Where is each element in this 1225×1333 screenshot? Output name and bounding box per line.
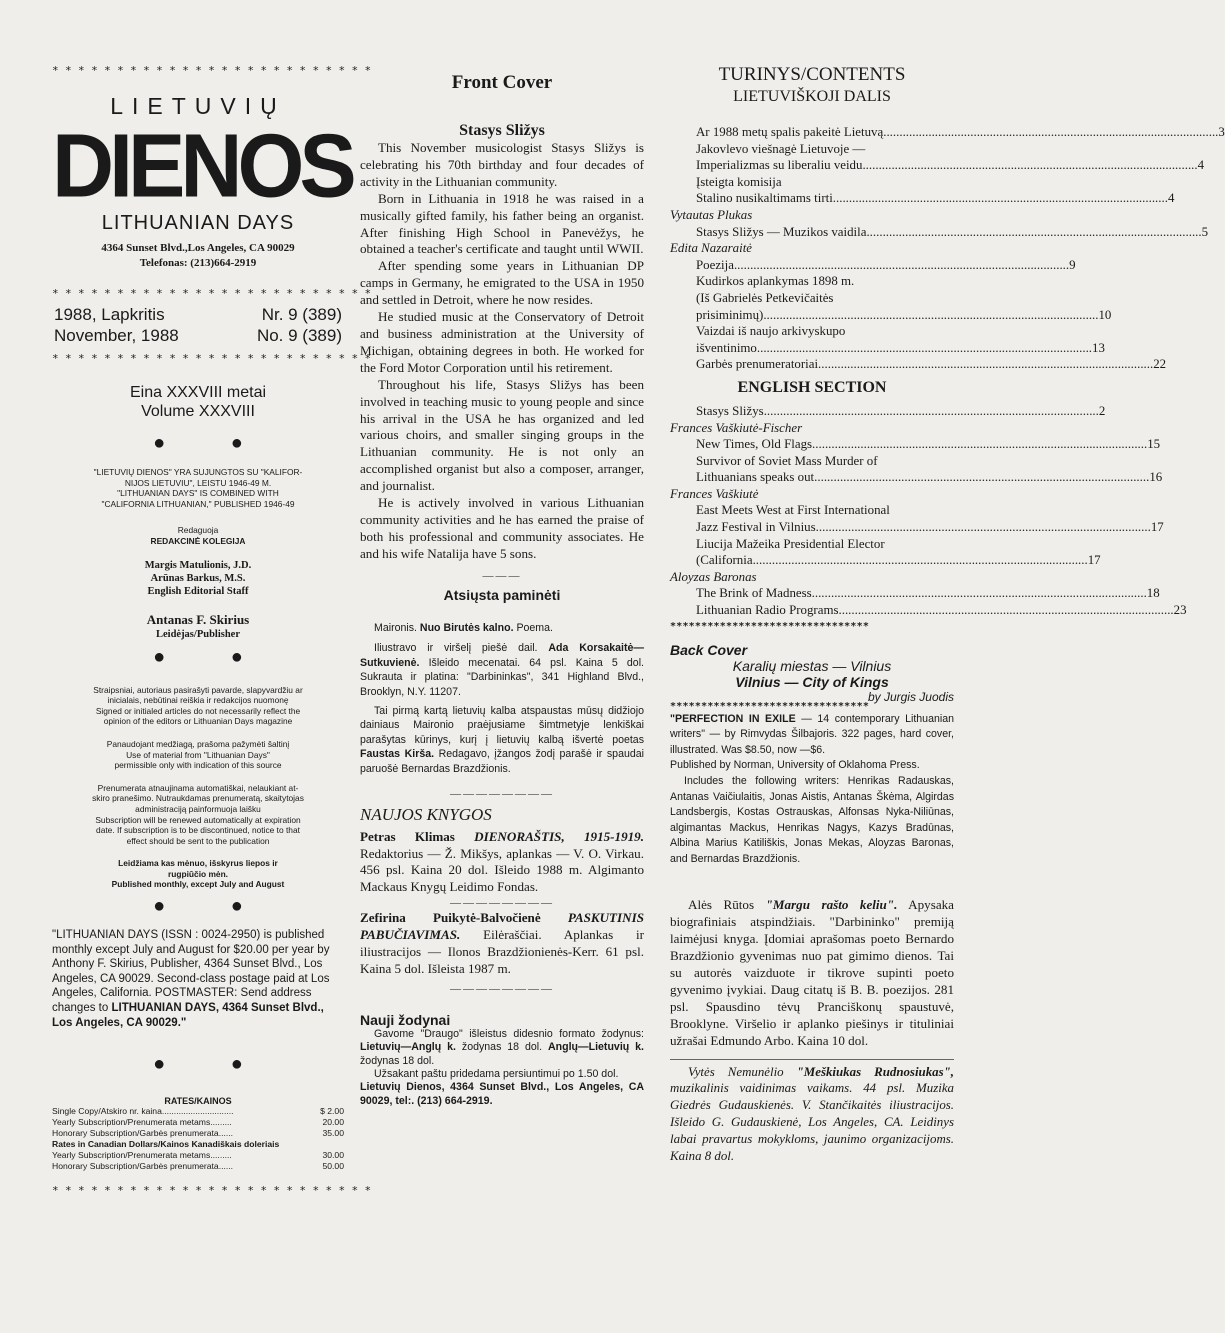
article-paragraph: He is actively involved in various Lithuanian community activities and he has earned the praise of both his professional and community associates. He and his wife Natalija have 5 sons. [360,495,644,561]
divider: ———————— [450,787,554,800]
en-section-title: ENGLISH SECTION [737,378,887,396]
lt-section-title: LIETUVIŠKOJI DALIS [733,88,891,105]
toc-leader-dots [734,257,1069,274]
article-paragraph: Throughout his life, Stasys Sližys has been involved in teaching music to young people and since his arrival in the USA he has organized and led various choirs, and smaller singing groups in the Lithuanian community. He is not only an accomplished organist but also a composer, arranger, and journalist. [360,376,644,494]
rate-row: Honorary Subscription/Garbės prenumerata...... 35.00 [52,1128,344,1139]
dictionary-shipping: Užsakant paštu pridedama persiuntimui po 1.50 dol. [374,1068,619,1081]
section-heading-atsiusta: Atsiųsta paminėti [443,586,561,603]
toc-author: Frances Vaškiutė [670,486,759,501]
toc-entry-continued: Įsteigta komisija [696,174,782,189]
star-divider: ************************* [52,352,378,365]
usage-notice: Panaudojant medžiagą, prašoma pažymėti šaltinį Use of material from "Lithuanian Days" permissible only with indication of this source [106,738,290,771]
toc-leader-dots [839,602,1174,619]
dictionary-contact: Lietuvių Dienos, 4364 Sunset Blvd., Los Angeles, CA 90029, tel:. (213) 664-2919. [360,1081,644,1107]
contents-column [670,0,1225,1165]
back-cover-block: Back Cover Karalių miestas — Vilnius Vilnius — City of Kings by Jurgis Juodis [670,641,954,704]
perfection-entry: "PERFECTION IN EXILE — 14 contemporary Lithuanian writers" — by Rimvydas Šilbajoris. 322 pages, hard cover, illustrated. Was $8.50, now —$6. [670,712,954,756]
book-entry: Zefirina Puikytė-Balvočienė PASKUTINIS PABUČIAVIMAS. Eilėraščiai. Aplankas ir iliustracijos — Ilonos Brazdžionienės-Kerr. 61 psl. Kaina 5 dol. Išleista 1987 m. [360,910,644,976]
toc-entry-continued: Survivor of Soviet Mass Murder of [696,453,878,468]
book-entry: Petras Klimas DIENORAŠTIS, 1915-1919. Redaktorius — Ž. Mikšys, aplankas — V. O. Virkau. 456 psl. Kaina 20 dol. Išleido 1988 m. Algimanto Mackaus Knygų Leidimo Fondas. [360,828,644,895]
toc-author: Edita Nazaraitė [670,241,753,256]
toc-author: Vytautas Plukas [670,207,753,222]
masthead-subtitle: LITHUANIAN DAYS [101,212,295,234]
toc-entry[interactable]: Lithuanians speaks out ..... 16 [670,469,954,486]
star-divider: ******************************** [670,620,870,632]
section-heading-naujos: NAUJOS KNYGOS [360,804,492,824]
toc-entry[interactable]: The Brink of Madness ..... 18 [670,585,954,602]
article-paragraph: He studied music at the Conservatory of Detroit and business administration at the University of Michigan, obtaining degrees in both. He worked for the Ford Motor Corporation until his retirement. [360,309,644,375]
toc-leader-dots [833,190,1168,207]
toc-entry-continued: Vaizdai iš naujo arkivyskupo [696,324,846,339]
toc-leader-dots [753,552,1088,569]
article-subject: Stasys Sližys [459,122,545,139]
maironis-entry: Maironis. Nuo Birutės kalno. Poema. [374,621,553,634]
star-divider: ************************* [52,64,378,77]
issue-info: 1988, Lapkritis Nr. 9 (389) November, 1988 No. 9 (389) [54,305,342,345]
toc-entry[interactable]: Ar 1988 metų spalis pakeitė Lietuvą ..... 3 [670,124,954,141]
toc-entry[interactable]: Imperializmas su liberaliu veidu ..... 4 [670,157,954,174]
editorial-board: Redaguoja REDAKCINĖ KOLEGIJA [150,525,246,546]
renewal-notice: Prenumerata atnaujinama automatiškai, nelaukiant at- skiro pranešimo. Nutraukdamas prenumeratą, skaitytojas administraciją painformuoja laišku Subscription will be renewed automatically at expiration date. If subscription is to be discontinued, notice to that effect should be sent to the publication [92,782,304,846]
masthead-top: LIETUVIŲ [110,93,286,119]
toc-entry[interactable]: Garbės prenumeratoriai ..... 22 [670,356,954,373]
toc-entry[interactable]: Jazz Festival in Vilnius ..... 17 [670,519,954,536]
toc-leader-dots [764,403,1099,420]
toc-leader-dots [763,307,1098,324]
toc-entry[interactable]: prisiminimų) ..... 10 [670,307,954,324]
illustrator-entry: Iliustravo ir viršelį piešė dail. Ada Korsakaitė—Sutkuvienė. Išleido mecenatai. 64 psl. Kaina 5 dol. Sukrauta ir platina: "Darbininkas", 341 Highland Blvd., Brooklyn, N.Y. 11207. [360,642,644,699]
article-paragraph: Born in Lithuania in 1918 he was raised in a musically gifted family, his father being an organist. After finishing High School in Panevėžys, he obtained a teacher's certificate and taught until WWII. [360,190,644,257]
toc-leader-dots [814,469,1149,486]
article-paragraph: After spending some years in Lithuanian DP camps in Germany, he emigrated to the USA in 1950 and settled in Detroit, where he now resides. [360,258,644,308]
toc-leader-dots [818,356,1153,373]
toc-entry[interactable]: Stalino nusikaltimams tirti ..... 4 [670,190,954,207]
toc-leader-dots [883,124,1218,141]
toc-entry-continued: (Iš Gabrielės Petkevičaitės [696,290,834,305]
toc-entry[interactable]: Stasys Sližys — Muzikos vaidila ..... 5 [670,224,954,241]
toc-entry[interactable]: Lithuanian Radio Programs ..... 23 [670,602,954,619]
publisher: Antanas F. Skirius Leidėjas/Publisher [146,611,250,640]
toc-entry[interactable]: Stasys Sližys ..... 2 [670,403,954,420]
rate-row: Single Copy/Atskiro nr. kaina.............................. $ 2.00 [52,1106,344,1117]
star-divider: ************************* [52,1184,378,1198]
article-column [360,0,644,1108]
rate-row: Honorary Subscription/Garbės prenumerata...... 50.00 [52,1161,344,1172]
divider: ———————— [450,982,554,995]
rate-row: Yearly Subscription/Prenumerata metams......... 30.00 [52,1150,344,1161]
star-divider: ************************* [52,287,378,300]
rates-table: RATES/KAINOS Single Copy/Atskiro nr. kaina.............................. $ 2.00 Yearly Subscription/Prenumerata metams......... 20.00 Honorary Subscription/Garbės prenumerata...... 35.00 Rates in Canadian Dollars/Kainos Kanadiškais doleriais Yearly Subscription/Prenumerata metams......... 30.00 Honorary Subscription/Garbės prenumerata...... 50.00 [52,1096,344,1172]
publication-schedule: Leidžiama kas mėnuo, išskyrus liepos ir rugpiūčio mėn. Published monthly, except July and August [111,858,285,890]
dictionary-entry: Gavome "Draugo" išleistus didesnio formato žodynus: Lietuvių—Anglų k. žodynas 18 dol. Anglų—Lietuvių k. žodynas 18 dol. [360,1027,644,1067]
rutos-entry: Alės Rūtos "Margu rašto keliu". Apysaka biografiniais atspindžiais. "Darbininko" premiją laimėjusi knyga. Įdomiai aprašomas poeto Bernardo Brazdžionio gyvenimas nuo pat gimimo dienos. Tai su autorės vaizduote ir tikrove supinti poeto gyvenimo įvykiai. Daug citatų iš B. B. poezijos. 281 psl. Spausdino tėvų Pranciškonų spaustuvė, Brooklyne. Viršelio ir aplanko piešinys ir tituliniai užrašai Edmundo Arbo. Kaina 10 dol. [670,896,954,1048]
toc-lithuanian [670,124,1225,373]
toc-entry[interactable]: New Times, Old Flags ..... 15 [670,436,954,453]
toc-entry-continued: East Meets West at First International [696,503,890,518]
section-heading-zodynai: Nauji žodynai [360,1011,451,1028]
bullet-separator: ● ● [153,895,273,918]
editors: Margis Matulionis, J.D. Arūnas Barkus, M.S. English Editorial Staff [144,559,252,597]
toc-leader-dots [866,224,1201,241]
rate-row: Yearly Subscription/Prenumerata metams......... 20.00 [52,1117,344,1128]
article-paragraph: This November musicologist Stasys Sližys is celebrating his 70th birthday and four decades of activity in the Lithuanian community. [360,140,644,189]
toc-leader-dots [757,340,1092,357]
masthead-column [52,0,378,1198]
combined-notice: "LIETUVIŲ DIENOS" YRA SUJUNGTOS SU "KALIFOR- NIJOS LIETUVIU", LEISTU 1946-49 M. "LITHUANIAN DAYS" IS COMBINED WITH "CALIFORNIA LITHUANIAN," PUBLISHED 1946-49 [93,467,303,509]
toc-leader-dots [812,585,1147,602]
toc-leader-dots [862,157,1197,174]
masthead-logo: DIENOS [52,115,352,217]
disclaimer: Straipsniai, autoriaus pasirašyti pavarde, slapyvardžiu ar inicialais, nebūtinai reiškia ir redakcijos nuomonę Signed or initialed articles do not necessarily reflect the opinion of the editors or Lithuanian Days magazine [93,684,303,727]
toc-entry[interactable]: (California ..... 17 [670,552,954,569]
article-body [360,140,644,563]
toc-english [670,403,1187,619]
bullet-separator: ● ● [153,432,273,454]
toc-entry-continued: Kudirkos aplankymas 1898 m. [696,274,855,289]
contents-title: TURINYS/CONTENTS [718,64,906,85]
address: 4364 Sunset Blvd.,Los Angeles, CA 90029 Telefonas: (213)664-2919 [101,242,295,269]
toc-entry-continued: Jakovlevo viešnagė Lietuvoje — [696,141,866,156]
issn-statement: "LITHUANIAN DAYS (ISSN : 0024-2950) is published monthly except July and August for $20.00 per year by Anthony F. Skirius, Publisher, 4364 Sunset Blvd., Los Angeles, CA 90029. Second-class postage paid at Los Angeles, California. POSTMASTER: Send address changes to LITHUANIAN DAYS, 4364 Sunset Blvd., Los Angeles, CA 90029." [52,929,330,1029]
perfection-writers: Includes the following writers: Henrikas Radauskas, Antanas Vaičiulaitis, Jonas Aistis, Antanas Škėma, Algirdas Landsbergis, Kostas Ostrauskas, Alfonsas Nyka-Niliūnas, algimantas Mackus, Henrikas Nagys, Kazys Bradūnas, Albina Marius Katiliškis, Jonas Mekas, Aloyzas Baronas, and Bernardas Brazdžionis. [670,775,954,865]
toc-author: Frances Vaškiutė-Fischer [670,420,803,435]
bullet-separator: ● ● [153,1053,273,1076]
toc-author: Aloyzas Baronas [670,569,757,584]
rate-row: Rates in Canadian Dollars/Kainos Kanadiškais doleriais [52,1139,280,1150]
vytes-entry: Vytės Nemunėlio "Meškiukas Rudnosiukas", muzikalinis vaidinimas vaikams. 44 psl. Muzika Giedrės Gudauskienės. V. Stančikaitės iliustracijos. Išleido G. Gudauskienė, Los Angeles, CA. Leidinys labai pravartus mokykloms, jaunimo organizacijoms. Kaina 8 dol. [670,1064,954,1164]
toc-entry[interactable]: Poezija ..... 9 [670,257,954,274]
perfection-publisher: Published by Norman, University of Oklahoma Press. [670,759,920,772]
volume: Eina XXXVIII metai Volume XXXVIII [129,384,267,420]
divider: ——— [482,569,522,582]
bullet-separator: ● ● [153,645,273,668]
toc-entry[interactable]: išventinimo ..... 13 [670,340,954,357]
translation-entry: Tai pirmą kartą lietuvių kalba atspaustas mūsų didžiojo dainiaus Maironio praėjusiame šimtmetyje lenkiškai parašytas kūrinys, kurį į lietuvių kalbą išvertė poetas Faustas Kirša. Redagavo, įžangos žodį parašė ir spaudai paruošė Bernardas Brazdžionis. [360,704,644,775]
toc-leader-dots [812,436,1147,453]
star-divider: ******************************** [670,700,870,712]
toc-entry-continued: Liucija Mažeika Presidential Elector [696,536,885,551]
rule-divider [670,1059,954,1060]
divider: ———————— [450,897,554,910]
front-cover-heading: Front Cover [451,72,553,93]
toc-leader-dots [816,519,1151,536]
